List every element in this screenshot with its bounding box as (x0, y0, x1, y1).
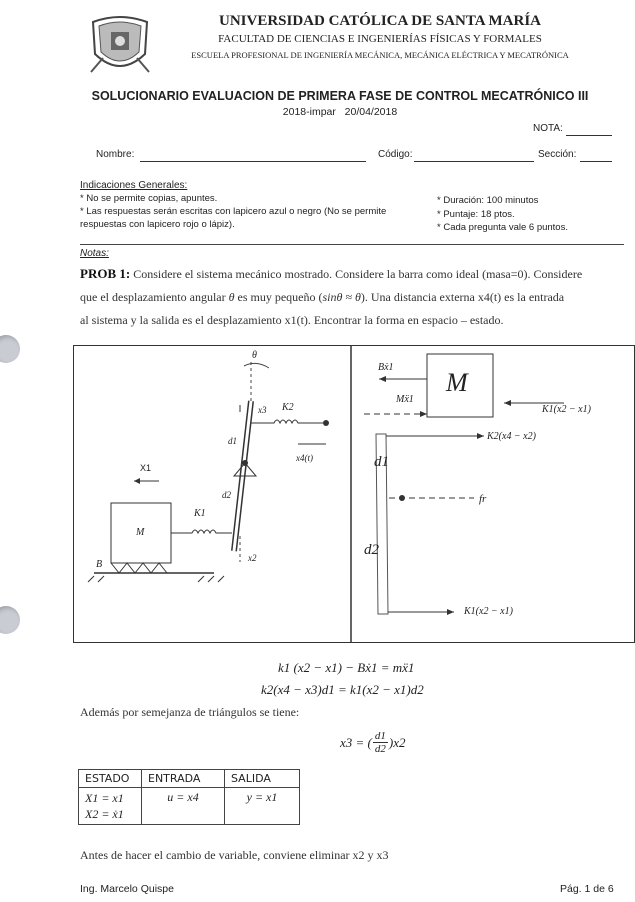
table-cell-estado (79, 788, 142, 825)
label-bx1: Bẋ1 (378, 362, 394, 373)
indicaciones-title: Indicaciones Generales: (80, 180, 188, 191)
university-name: UNIVERSIDAD CATÓLICA DE SANTA MARÍA (219, 13, 541, 29)
faculty-name: FACULTAD DE CIENCIAS E INGENIERÍAS FÍSICAS Y FORMALES (218, 33, 542, 45)
school-name: ESCUELA PROFESIONAL DE INGENIERÍA MECÁNICA, MECÁNICA ELÉCTRICA Y MECATRÓNICA (191, 50, 569, 60)
label-d2-right: d2 (364, 542, 379, 558)
punch-hole-top (0, 335, 20, 363)
label-k2: K2 (282, 402, 294, 413)
seccion-label: Sección: (538, 149, 577, 160)
problem-text-3: al sistema y la salida es el desplazamiento x1(t). Encontrar la forma en espacio – estado. (80, 313, 504, 327)
notas-label: Notas: (80, 248, 109, 259)
label-d1-right: d1 (374, 454, 389, 470)
table-header: SALIDA (225, 770, 300, 788)
codigo-label: Código: (378, 149, 413, 160)
seccion-field[interactable] (580, 149, 612, 162)
indicacion-line: * Las respuestas serán escritas con lapicero azul o negro (No se permite (80, 206, 387, 217)
table-header: ENTRADA (142, 770, 225, 788)
nota-label: NOTA: (533, 123, 563, 134)
exam-subtitle: 2018-impar 20/04/2018 (282, 106, 398, 118)
label-fr: fr (479, 493, 487, 505)
equation-2: k2(x4 − x3)d1 = k1(x2 − x1)d2 (261, 682, 424, 697)
exam-title: SOLUCIONARIO EVALUACION DE PRIMERA FASE DE CONTROL MECATRÓNICO III (91, 89, 589, 103)
closing-text: Antes de hacer el cambio de variable, conviene eliminar x2 y x3 (80, 848, 389, 862)
label-mass-left: M (136, 527, 145, 538)
state-table (78, 769, 300, 825)
label-d2: d2 (222, 490, 231, 500)
university-logo (85, 14, 155, 76)
problem-label: PROB 1: (80, 266, 131, 281)
indicacion-line: * Duración: 100 minutos (437, 195, 539, 206)
equation-1: k1 (x2 − x1) − Bẋ1 = mẍ1 (278, 660, 415, 675)
label-k1: K1 (194, 508, 206, 519)
nombre-label: Nombre: (96, 149, 135, 160)
label-x1: X1 (140, 463, 152, 473)
label-mass-right: M (446, 368, 468, 397)
equation-3-denominator: d2 (374, 743, 386, 755)
indicacion-line: * Puntaje: 18 ptos. (437, 208, 515, 220)
label-x2: x2 (248, 553, 257, 563)
problem-text-2a: que el desplazamiento angular (80, 290, 226, 304)
problem-text-1: Considere el sistema mecánico mostrado. Considere la barra como ideal (masa=0). Considere (133, 267, 583, 281)
label-theta: θ (252, 350, 257, 361)
equation-3-rhs: )x2 (388, 734, 406, 750)
indicacion-line: * Cada pregunta vale 6 puntos. (437, 222, 568, 233)
problem-text-2b: es muy pequeño (237, 290, 316, 304)
equation-3-lhs: x3 = ( (340, 734, 372, 750)
similar-triangles-text: Además por semejanza de triángulos se tiene: (80, 705, 300, 719)
indicaciones-right (437, 194, 568, 235)
nombre-field[interactable] (140, 149, 366, 162)
footer-author: Ing. Marcelo Quispe (80, 883, 174, 895)
label-k2-force: K2(x4 − x2) (487, 431, 536, 442)
nota-field[interactable] (566, 123, 612, 136)
codigo-field[interactable] (414, 149, 534, 162)
punch-hole-bottom (0, 606, 20, 634)
indicacion-line: * No se permite copias, apuntes. (80, 193, 218, 204)
label-mx1: Mẍ1 (396, 394, 414, 405)
estado-line: X2 = ẋ1 (85, 807, 124, 821)
label-k1-bottom: K1(x2 − x1) (464, 606, 513, 617)
separator-line (80, 244, 624, 245)
estado-line: X1 = x1 (85, 791, 124, 805)
table-header: ESTADO (79, 770, 142, 788)
label-x4: x4(t) (296, 453, 313, 463)
problem-text-2c: . Una distancia externa x4(t) es la entrada (364, 290, 565, 304)
equation-3-numerator: d1 (374, 730, 386, 742)
label-d1: d1 (228, 436, 237, 446)
footer-page: Pág. 1 de 6 (560, 883, 614, 895)
equation-3 (340, 730, 405, 755)
indicacion-line: respuestas con lapicero rojo o lápiz). (80, 219, 235, 230)
label-b: B (96, 559, 103, 570)
mechanical-figure (73, 345, 635, 643)
table-cell-entrada: u = x4 (142, 788, 225, 825)
label-x3: x3 (258, 405, 267, 415)
indicaciones-left (80, 192, 386, 231)
table-cell-salida: y = x1 (225, 788, 300, 825)
problem-statement: PROB 1: Considere el sistema mecánico mostrado. Considere la barra como ideal (masa=0). Considere que el desplazamiento angular θ es muy pequeño (sinθ ≈ θ). Una distancia externa x4(t) es la entrada al sistema y la salida es el desplazamiento x1(t). Encontrar la forma en espacio – estado. (80, 262, 630, 332)
label-k1-top: K1(x2 − x1) (542, 404, 591, 415)
